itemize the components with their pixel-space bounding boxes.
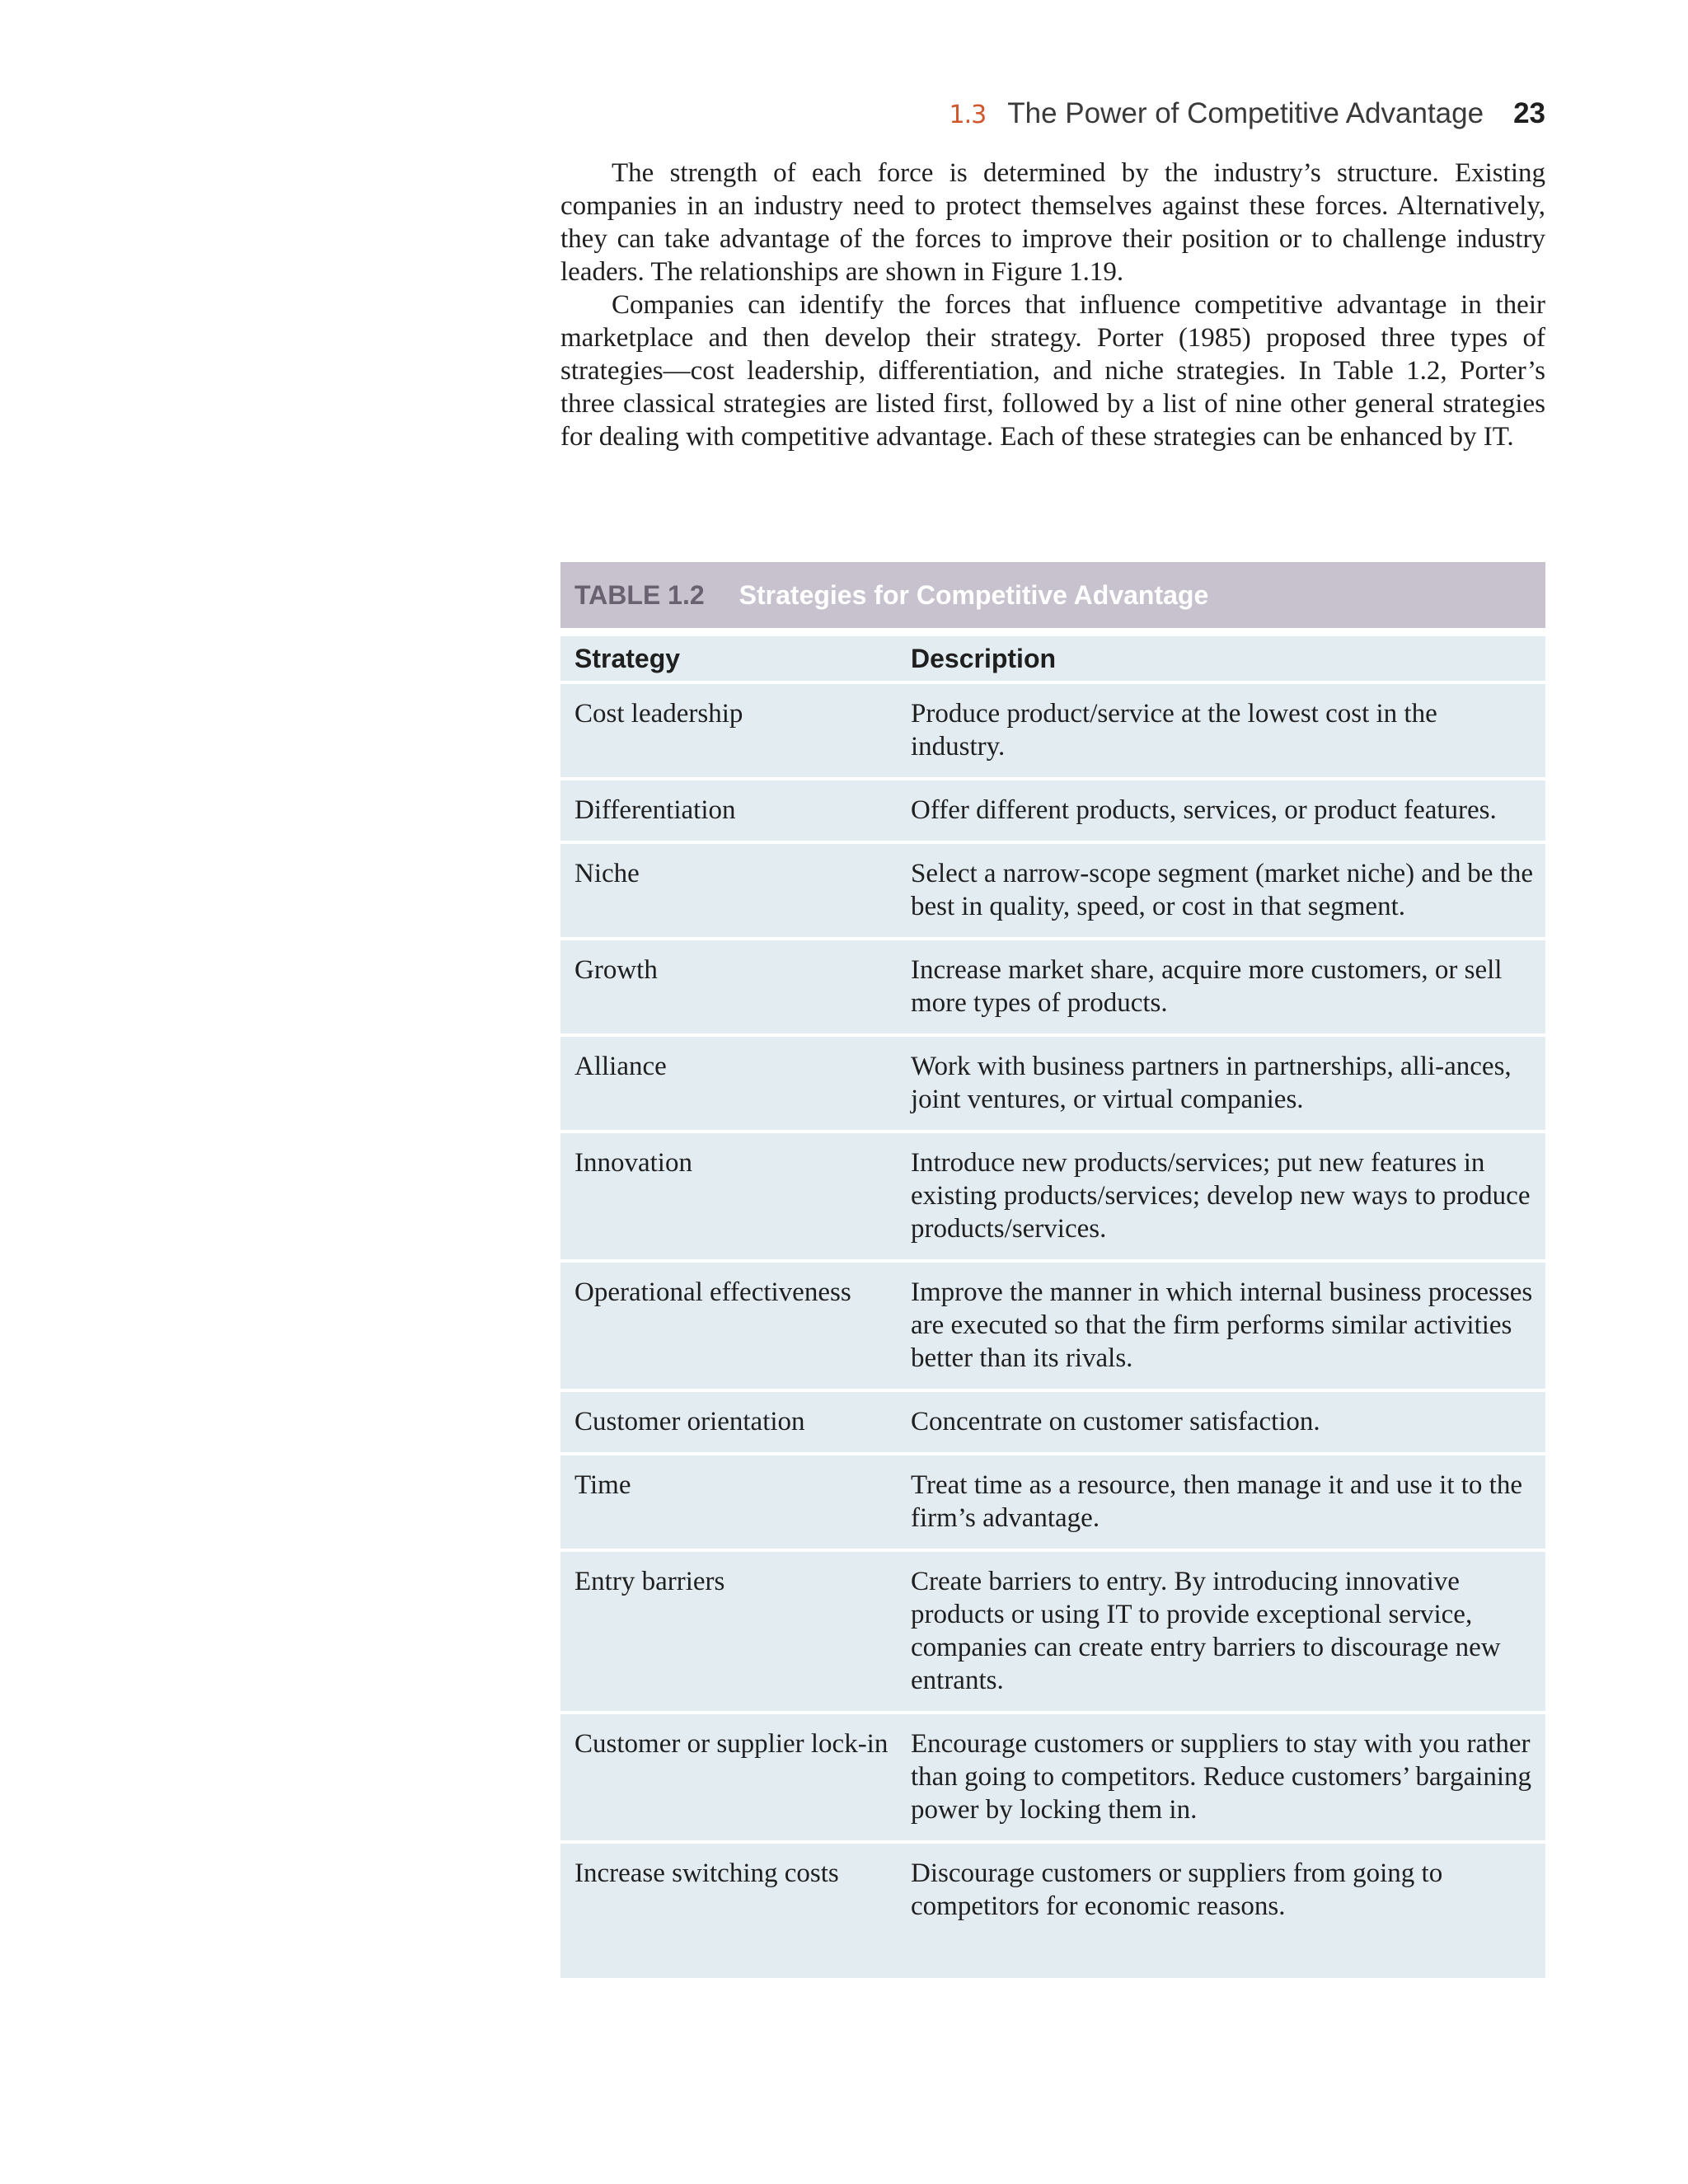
body-text [560, 157, 1545, 453]
table-title: Strategies for Competitive Advantage [738, 579, 1209, 610]
strategy-cell: Time [574, 1470, 631, 1500]
description-cell: Introduce new products/services; put new features in existing products/services; develop new ways to produce products/services. [911, 1148, 1531, 1244]
description-cell: Encourage customers or suppliers to stay with you rather than going to competitors. Reduce customers’ bargaining power by locking them in. [911, 1729, 1532, 1825]
description-cell: Select a narrow-scope segment (market niche) and be the best in quality, speed, or cost in that segment. [911, 859, 1534, 921]
table-row [560, 1392, 1545, 1455]
description-cell: Increase market share, acquire more customers, or sell more types of products. [911, 955, 1503, 1018]
table-number: TABLE 1.2 [574, 579, 705, 610]
strategy-cell: Entry barriers [574, 1567, 725, 1596]
description-cell: Improve the manner in which internal business processes are executed so that the firm performs similar activities better than its rivals. [911, 1277, 1533, 1373]
table-row [560, 1455, 1545, 1552]
table-row [560, 1714, 1545, 1844]
table-row [560, 780, 1545, 844]
strategy-cell: Alliance [574, 1052, 667, 1081]
section-number: 1.3 [949, 101, 987, 129]
description-cell: Treat time as a resource, then manage it and use it to the firm’s advantage. [911, 1470, 1522, 1533]
strategy-text: Customer or supplier lock-in [574, 1729, 889, 1759]
strategies-table [560, 562, 1545, 1978]
description-cell: Produce product/service at the lowest cost in the industry. [911, 699, 1437, 762]
description-cell: Concentrate on customer satisfaction. [911, 1407, 1320, 1436]
table-title-bar [560, 562, 1545, 628]
strategy-cell: Cost leadership [574, 699, 743, 729]
table-row [560, 844, 1545, 940]
page-number: 23 [1513, 97, 1545, 129]
strategy-cell: Niche [574, 859, 640, 888]
description-cell: Discourage customers or suppliers from going to competitors for economic reasons. [911, 1858, 1443, 1921]
table-header-row [560, 636, 1545, 684]
strategy-cell: Increase switching costs [574, 1858, 839, 1888]
running-header [560, 89, 1545, 140]
description-cell: Offer different products, services, or product features. [911, 795, 1497, 825]
column-header-strategy: Strategy [574, 643, 681, 673]
column-header-description: Description [911, 643, 1057, 673]
description-cell: Create barriers to entry. By introducing innovative products or using IT to provide exceptional service, companies can create entry barriers to discourage new entrants. [911, 1567, 1501, 1695]
title-divider [560, 628, 1545, 636]
strategy-cell: Innovation [574, 1148, 692, 1178]
strategy-cell: Growth [574, 955, 658, 985]
table-row [560, 1844, 1545, 1937]
strategy-cell: Customer orientation [574, 1407, 805, 1436]
description-cell: Work with business partners in partnerships, alli-ances, joint ventures, or virtual companies. [911, 1052, 1512, 1114]
table-row [560, 684, 1545, 780]
paragraph: Companies can identify the forces that influence competitive advantage in their marketplace and then develop their strategy. Porter (1985) proposed three types of strategies—cost leadership, differentiation, and niche strategies. In Table 1.2, Porter’s three classical strategies are listed first, followed by a list of nine other general strategies for dealing with competitive advantage. Each of these strategies can be enhanced by IT. [560, 290, 1545, 452]
strategy-cell: Differentiation [574, 795, 736, 825]
table-row [560, 1037, 1545, 1133]
table-row [560, 1552, 1545, 1714]
paragraph: The strength of each force is determined by the industry’s structure. Existing companies in an industry need to protect themselves against these forces. Alternatively, they can take advantage of the forces to improve their position or to challenge industry leaders. The relationships are shown in Figure 1.19. [560, 158, 1545, 287]
table-row [560, 1263, 1545, 1392]
table-row [560, 940, 1545, 1037]
strategy-cell [560, 1727, 911, 1826]
table-row [560, 1133, 1545, 1263]
strategy-cell: Operational effectiveness [574, 1277, 851, 1307]
section-title: The Power of Competitive Advantage [1007, 97, 1484, 129]
